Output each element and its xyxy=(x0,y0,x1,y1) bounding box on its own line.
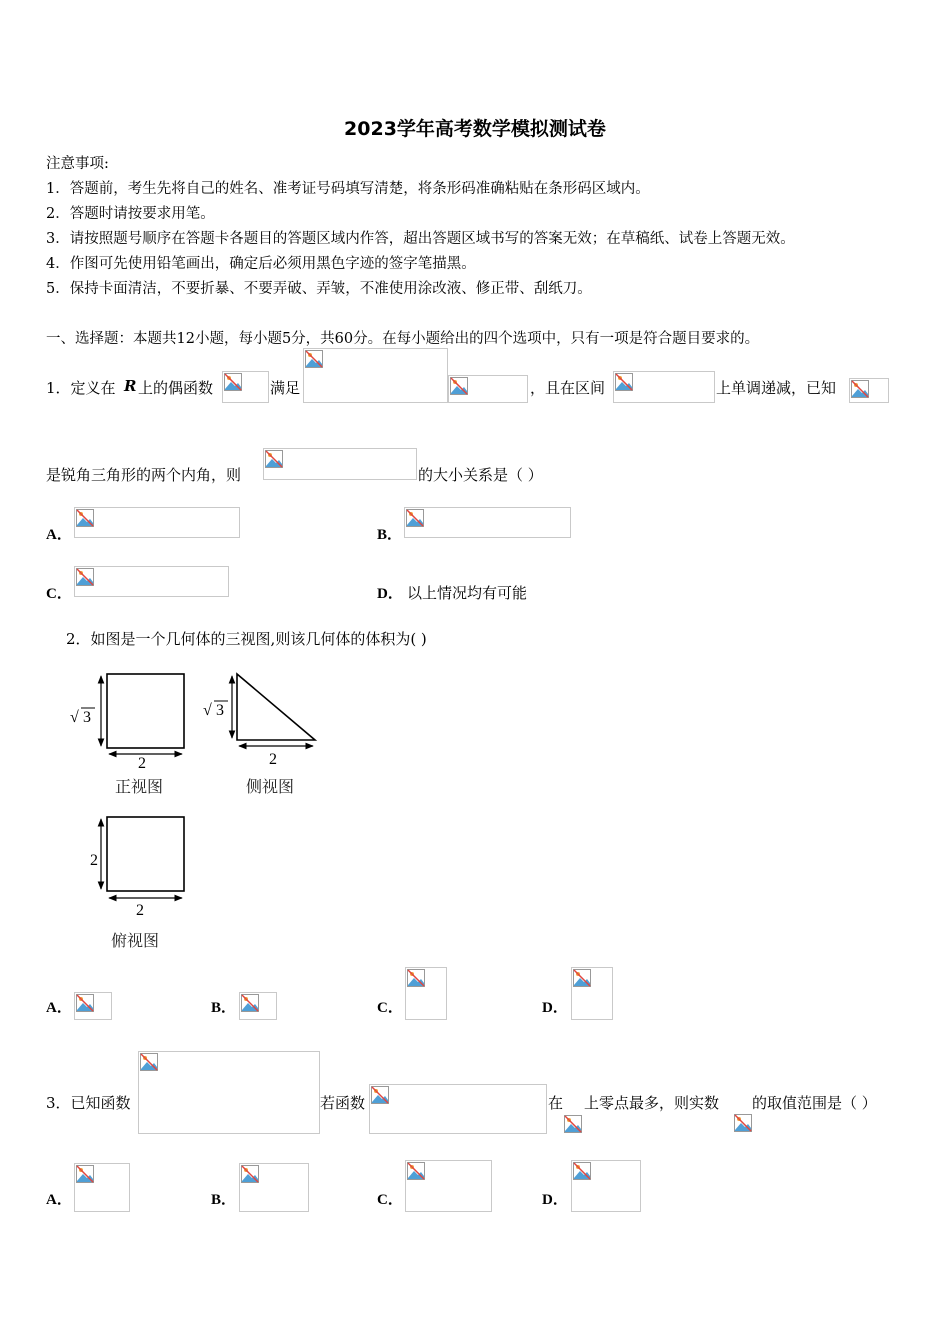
front-view xyxy=(70,674,184,796)
q3-text-4: 上零点最多，则实数 xyxy=(584,1094,720,1112)
q1-line2-text-1: 是锐角三角形的两个内角，则 xyxy=(46,466,242,484)
formula-image xyxy=(138,1051,320,1134)
q2-option-b-label: B． xyxy=(211,1000,237,1016)
q1-option-a-formula xyxy=(74,507,240,538)
three-view-diagram xyxy=(60,660,340,960)
front-view-width-label: 2 xyxy=(138,755,146,772)
q3-option-b-formula xyxy=(239,1163,309,1212)
q2-option-c-formula xyxy=(405,967,447,1020)
q1-text-2: 上的偶函数 xyxy=(138,379,214,397)
formula-image xyxy=(303,348,448,403)
q1-option-d-label: D． xyxy=(377,586,403,602)
q1-line2-text-2: 的大小关系是（ ） xyxy=(418,466,543,484)
q1-option-c-formula xyxy=(74,566,229,597)
broken-image-icon xyxy=(615,373,633,391)
q3-text-2: 若函数 xyxy=(320,1094,366,1112)
q3-option-d-formula xyxy=(571,1160,641,1212)
q3-option-b-label: B． xyxy=(211,1192,237,1208)
q1-option-a-label: A． xyxy=(46,527,72,543)
broken-image-icon xyxy=(851,380,869,398)
side-view xyxy=(203,674,315,796)
q1-option-d-text: 以上情况均有可能 xyxy=(407,584,528,602)
q3-option-c-formula xyxy=(405,1160,492,1212)
formula-image xyxy=(563,1114,583,1134)
q2-option-d-label: D． xyxy=(542,1000,568,1016)
q3-text-5: 的取值范围是（ ） xyxy=(752,1094,877,1112)
note-item-3: 3．请按照题号顺序在答题卡各题目的答题区域内作答，超出答题区域书写的答案无效；在草稿纸、试卷上答题无效。 xyxy=(46,231,795,247)
note-item-5: 5．保持卡面清洁，不要折暴、不要弄破、弄皱，不准使用涂改液、修正带、刮纸刀。 xyxy=(46,281,592,297)
front-view-caption: 正视图 xyxy=(115,777,164,796)
side-view-width-label: 2 xyxy=(269,751,277,768)
formula-image xyxy=(613,371,715,403)
broken-image-icon xyxy=(265,450,283,468)
broken-image-icon xyxy=(450,377,468,395)
formula-image xyxy=(448,375,528,403)
broken-image-icon xyxy=(241,994,259,1012)
front-view-height-label: 3 xyxy=(83,709,91,726)
note-item-4: 4．作图可先使用铅笔画出，确定后必须用黑色字迹的签字笔描黑。 xyxy=(46,256,476,272)
broken-image-icon xyxy=(241,1165,259,1183)
broken-image-icon xyxy=(224,373,242,391)
side-view-height-label: 3 xyxy=(216,702,224,719)
top-view-caption: 俯视图 xyxy=(111,931,160,950)
broken-image-icon xyxy=(76,568,94,586)
q1-option-c-label: C． xyxy=(46,586,72,602)
q2-option-a-label: A． xyxy=(46,1000,72,1016)
note-item-2: 2．答题时请按要求用笔。 xyxy=(46,206,215,222)
broken-image-icon xyxy=(406,509,424,527)
q2-option-c-label: C． xyxy=(377,1000,403,1016)
top-view-height-label: 2 xyxy=(90,852,98,869)
broken-image-icon xyxy=(76,994,94,1012)
q3-option-a-formula xyxy=(74,1163,130,1212)
q3-text-3: 在 xyxy=(548,1094,564,1112)
q2-option-b-formula xyxy=(239,992,277,1020)
q1-text-5: 上单调递减，已知 xyxy=(716,379,837,397)
svg-text:√: √ xyxy=(70,709,79,726)
formula-image xyxy=(369,1084,547,1134)
q1-text-R: R xyxy=(124,377,137,395)
broken-image-icon xyxy=(305,350,323,368)
broken-image-icon xyxy=(76,509,94,527)
top-view xyxy=(90,817,184,950)
q3-option-c-label: C． xyxy=(377,1192,403,1208)
broken-image-icon xyxy=(573,969,591,987)
side-view-caption: 侧视图 xyxy=(246,777,295,796)
broken-image-icon xyxy=(140,1053,158,1071)
formula-image xyxy=(733,1113,751,1133)
notes-heading: 注意事项: xyxy=(46,156,109,172)
top-view-width-label: 2 xyxy=(136,902,144,919)
q1-option-b-label: B． xyxy=(377,527,403,543)
q3-option-a-label: A． xyxy=(46,1192,72,1208)
q1-text-4: ，且在区间 xyxy=(530,379,606,397)
broken-image-icon xyxy=(407,1162,425,1180)
broken-image-icon xyxy=(371,1086,389,1104)
formula-image xyxy=(222,371,269,403)
q2-option-a-formula xyxy=(74,992,112,1020)
q1-text-1: 1．定义在 xyxy=(46,379,116,397)
formula-image xyxy=(849,378,889,403)
q1-option-b-formula xyxy=(404,507,571,538)
broken-image-icon xyxy=(734,1114,752,1132)
q1-text-3: 满足 xyxy=(270,379,301,397)
page-title: 2023学年高考数学模拟测试卷 xyxy=(344,118,606,140)
broken-image-icon xyxy=(407,969,425,987)
note-item-1: 1．答题前，考生先将自己的姓名、准考证号码填写清楚，将条形码准确粘贴在条形码区域内。 xyxy=(46,181,650,197)
q3-option-d-label: D． xyxy=(542,1192,568,1208)
broken-image-icon xyxy=(76,1165,94,1183)
formula-image xyxy=(263,448,417,480)
q2-stem: 2．如图是一个几何体的三视图,则该几何体的体积为( ) xyxy=(66,630,427,648)
broken-image-icon xyxy=(573,1162,591,1180)
broken-image-icon xyxy=(564,1115,582,1133)
q3-text-1: 3．已知函数 xyxy=(46,1094,131,1112)
svg-text:√: √ xyxy=(203,702,212,719)
section-heading: 一、选择题：本题共12小题，每小题5分，共60分。在每小题给出的四个选项中，只有一项是符合题目要求的。 xyxy=(46,331,760,347)
q2-option-d-formula xyxy=(571,967,613,1020)
